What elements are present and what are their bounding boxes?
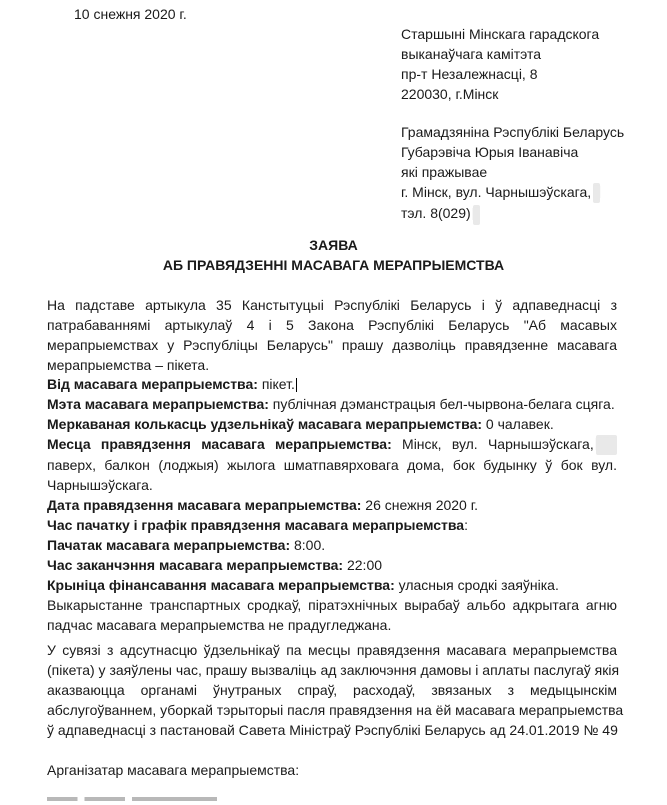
- recipient-line: 220030, г.Мінск: [401, 86, 499, 102]
- recipient-block: [401, 24, 599, 104]
- field-type: [47, 374, 617, 394]
- field-value: :: [464, 517, 468, 534]
- recipient-line: пр-т Незалежнасці, 8: [401, 66, 538, 82]
- redacted-mark: ███: [596, 435, 617, 455]
- field-value: публічная дэманстрацыя бел-чырвона-белага сцяга.: [268, 396, 615, 412]
- intro-line: На падставе артыкула 35 Канстытуцыі Рэспублікі Беларусь і ў адпаведнасці з: [47, 297, 617, 313]
- intro-line: мерапрыемствах у Рэспубліцы Беларусь" прашу дазволіць правядзенне масавага: [47, 337, 617, 353]
- document-date: 10 снежня 2020 г.: [74, 6, 187, 22]
- field-label: Час пачатку і графік правядзення масавага мерапрыемства: [47, 517, 465, 534]
- closing-paragraph: [47, 640, 624, 740]
- redacted-mark: █: [473, 205, 480, 225]
- closing-line: абслугоўваннем, уборкай тэрыторыі пасля правядзення на ёй масавага мерапрыемства: [47, 702, 624, 718]
- sender-phone: [401, 203, 624, 224]
- field-value: 8:00.: [290, 537, 326, 554]
- sender-block: [401, 122, 624, 225]
- closing-line: ў адпаведнасці з пастановай Савета Міністраў Рэспублікі Беларусь ад 24.01.2019 № 49: [47, 722, 618, 738]
- closing-line: аказваюцца органамі ўнутраных спраў, расходаў, звязаных з медыцынскім: [47, 682, 617, 698]
- fields-block: [47, 374, 617, 635]
- field-label: Час заканчэння масавага мерапрыемства:: [47, 557, 344, 574]
- sender-address: [401, 182, 624, 203]
- field-value: 26 снежня 2020 г.: [361, 497, 479, 514]
- field-count: [47, 414, 617, 434]
- sender-line: Грамадзяніна Рэспублікі Беларусь: [401, 124, 625, 140]
- cut-off-text: [47, 795, 217, 805]
- field-label: Меркаваная колькасць удзельнікаў масавага мерапрыемства:: [47, 416, 483, 432]
- field-value: пікет.: [257, 376, 295, 392]
- field-value: уласныя сродкі заяўніка.: [394, 577, 559, 594]
- closing-line: (пікета) у заяўлены час, прашу вызваліць ад заключэння дамовы і аплаты паслугаў якія: [47, 662, 620, 678]
- sender-phone-text: тэл. 8(029): [401, 205, 471, 222]
- field-value: 0 чалавек.: [482, 416, 554, 432]
- field-label: Дата правядзення масавага мерапрыемства:: [47, 497, 362, 514]
- recipient-line: Старшыні Мінскага гарадскога: [401, 26, 600, 42]
- field-note: Выкарыстанне транспартных сродкаў, піратэхнічных вырабаў альбо адкрытага агню: [47, 597, 617, 614]
- field-label: Крыніца фінансавання масавага мерапрыемства:: [47, 577, 395, 594]
- field-note: падчас масавага мерапрыемства не прадугледжана.: [47, 617, 392, 634]
- field-value: 22:00: [343, 557, 383, 574]
- field-value: Мінск, вул. Чарнышэўскага,: [391, 436, 594, 452]
- field-label: Від масавага мерапрыемства:: [47, 376, 258, 392]
- field-funding: [47, 575, 617, 595]
- text-cursor: [296, 378, 297, 392]
- sender-line: Губарэвіча Юрыя Іванавіча: [401, 144, 579, 160]
- recipient-line: выканаўчага камітэта: [401, 46, 542, 62]
- sender-address-text: г. Мінск, вул. Чарнышэўскага,: [401, 184, 592, 200]
- sender-line: які пражывае: [401, 164, 488, 180]
- intro-paragraph: [47, 295, 617, 375]
- closing-line: У сувязі з адсутнасцю ўдзельнікаў па месцы правядзення масавага мерапрыемства: [47, 642, 617, 658]
- redacted-mark: █: [593, 183, 600, 203]
- document-title: ЗАЯВА: [309, 237, 358, 253]
- field-place-line: Чарнышэўскага.: [47, 477, 153, 494]
- field-label: Месца правядзення масавага мерапрыемства:: [47, 436, 392, 452]
- intro-line: патрабаваннямі артыкулаў 4 і 5 Закона Рэспублікі Беларусь "Аб масавых: [47, 317, 617, 333]
- document-subtitle: АБ ПРАВЯДЗЕННІ МАСАВАГА МЕРАПРЫЕМСТВА: [162, 257, 505, 273]
- field-label: Пачатак масавага мерапрыемства:: [47, 537, 291, 554]
- organizer-line: Арганізатар масавага мерапрыемства:: [47, 762, 300, 778]
- field-place-line: паверх, балкон (лоджыя) жылога шматпавярховага дома, бок будынку ў бок вул.: [47, 457, 617, 474]
- field-start: [47, 535, 617, 555]
- field-place: [47, 434, 617, 455]
- field-label: Мэта масавага мерапрыемства:: [47, 396, 269, 412]
- field-purpose: [47, 394, 617, 414]
- intro-line: мерапрыемства – пікета.: [47, 357, 210, 373]
- field-time: [47, 515, 617, 535]
- field-end: [47, 555, 617, 575]
- field-date: [47, 495, 617, 515]
